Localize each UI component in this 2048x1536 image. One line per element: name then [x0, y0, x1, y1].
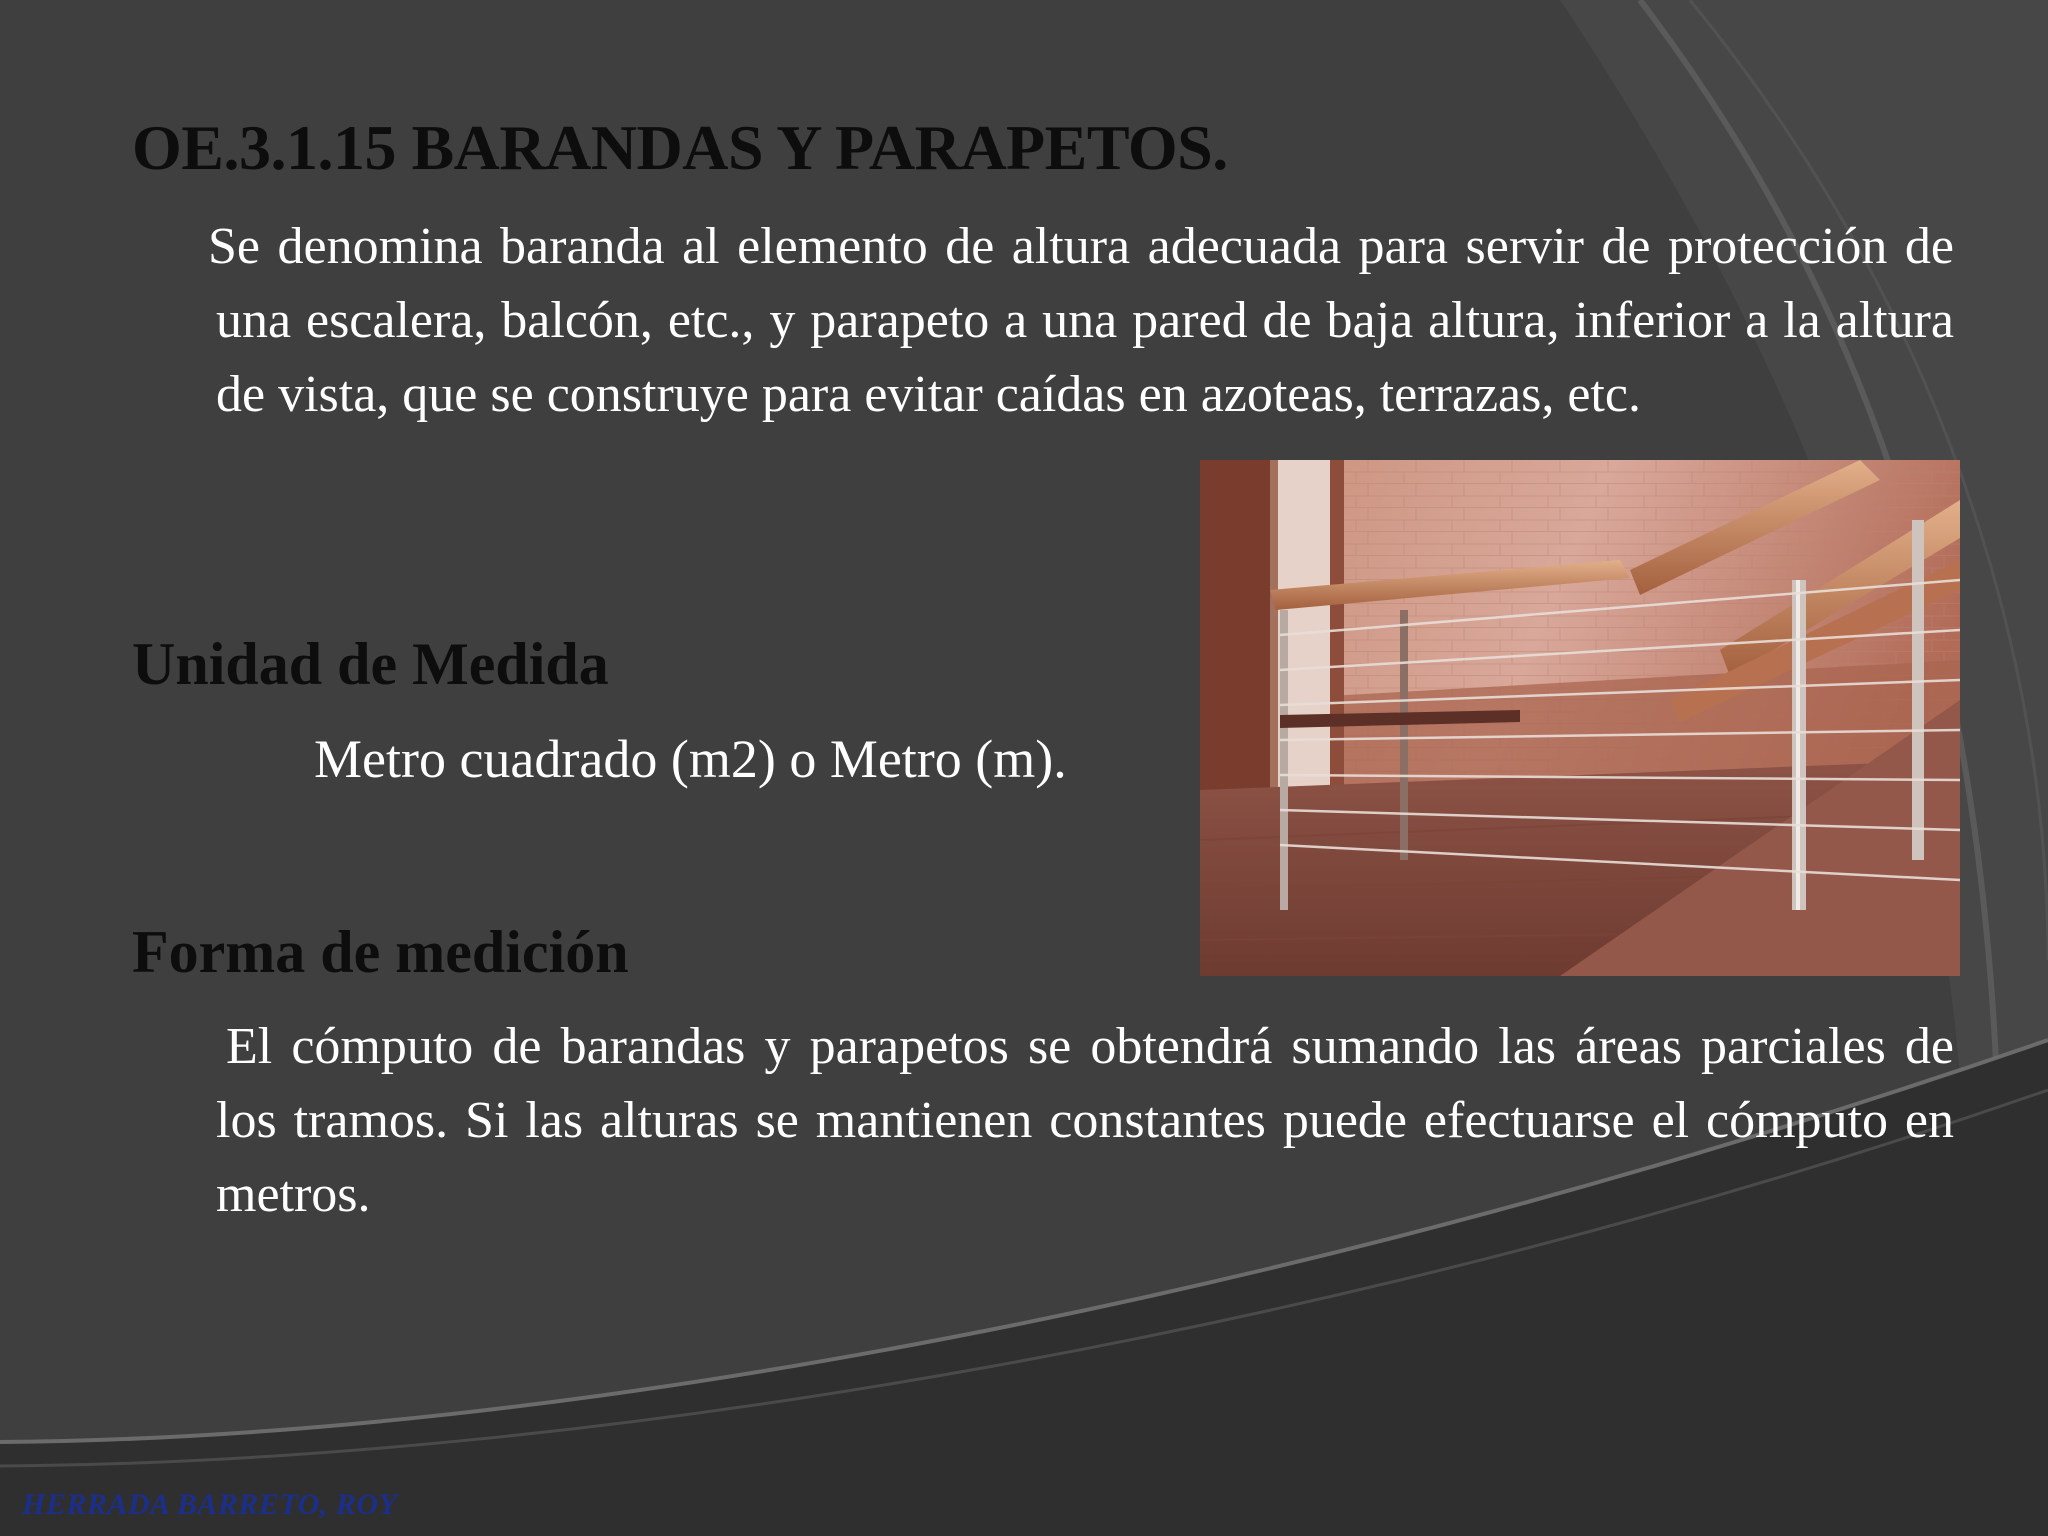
slide-title: OE.3.1.15 BARANDAS Y PARAPETOS. [132, 112, 1228, 183]
measure-heading: Forma de medición [132, 919, 629, 985]
unit-value: Metro cuadrado (m2) o Metro (m). [314, 729, 1067, 789]
railing-photo [1200, 460, 1960, 976]
description-paragraph: Se denomina baranda al elemento de altura adecuada para servir de protección de una escalera, balcón, etc., y parapeto a una pared de baja altura, inferior a la altura de vista, que se construye para evitar caídas en azoteas, terrazas, etc. [208, 218, 1954, 423]
measure-paragraph: El cómputo de barandas y parapetos se obtendrá sumando las áreas parciales de los tramos. Si las alturas se mantienen constantes puede efectuarse el cómputo en metros. [216, 1018, 1954, 1223]
unit-heading: Unidad de Medida [132, 631, 609, 697]
author-footer: HERRADA BARRETO, ROY [22, 1488, 398, 1521]
